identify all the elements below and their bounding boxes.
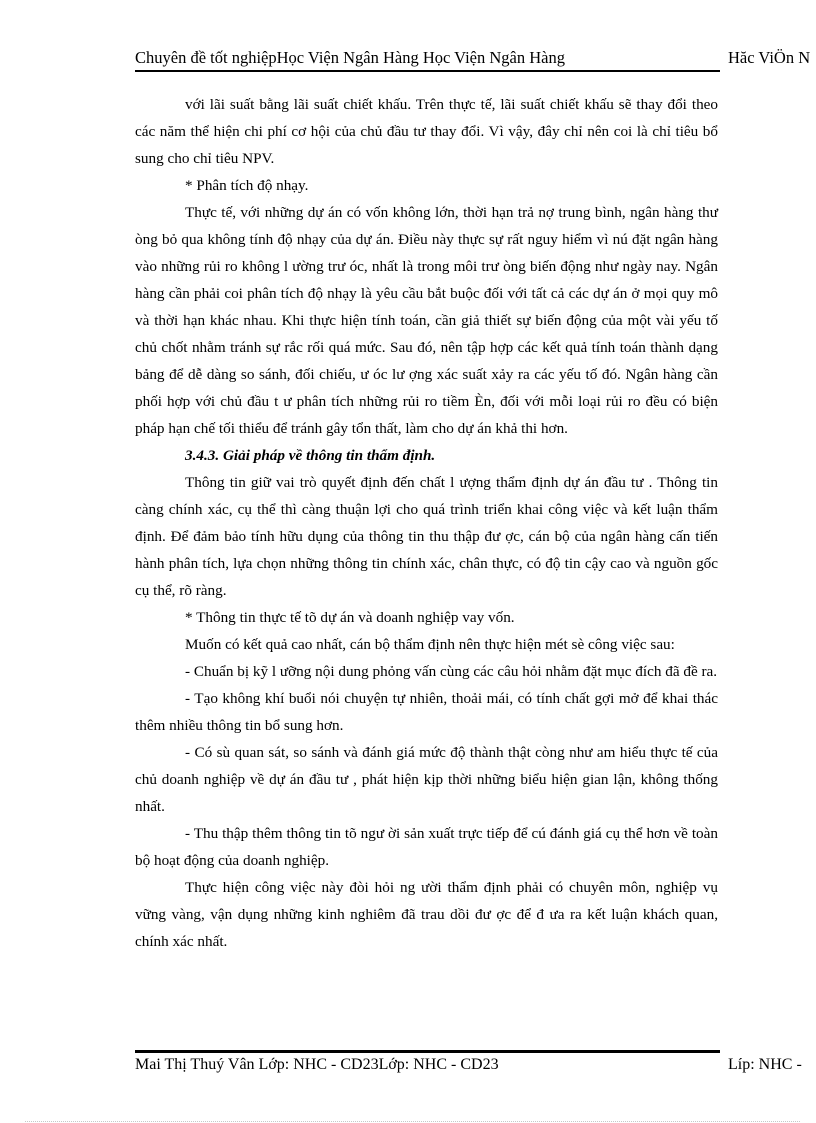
document-body: [135, 91, 718, 955]
paragraph: Thực tế, với những dự án có vốn không lớn, thời hạn trả nợ trung bình, ngân hàng thư òng bỏ qua không tính độ nhạy của dự án. Điều này thực sự rất nguy hiểm vì nú đặt ngân hàng vào những rủi ro không l ường trư óc, nhất là trong môi trư òng biến động như ngày nay. Ngân hàng cần phải coi phân tích độ nhạy là yêu cầu bắt buộc đối với tất cả các dự án ở mọi quy mô và thời hạn khác nhau. Khi thực hiện tính toán, cần giả thiết sự biến động của một vài yếu tố chủ chốt nhằm tránh sự rắc rối quá mức. Sau đó, nên tập hợp các kết quả tính toán thành dạng bảng để dễ dàng so sánh, đối chiếu, ư óc lư ợng xác suất xảy ra các yếu tố đó. Ngân hàng cần phối hợp với chủ đầu t ư phân tích những rủi ro tiềm Èn, đối với mỗi loại rủi ro đều có biện pháp hạn chế tối thiểu để tránh gây tổn thất, làm cho dự án khả thi hơn.: [135, 204, 718, 437]
page-header: [135, 48, 816, 72]
paragraph: với lãi suất bằng lãi suất chiết khấu. Trên thực tế, lãi suất chiết khấu sẽ thay đổi theo các năm thể hiện chi phí cơ hội của chủ đầu tư thay đổi. Vì vậy, đây chỉ nên coi là chỉ tiêu bổ sung cho chỉ tiêu NPV.: [135, 96, 718, 167]
header-rule: [135, 70, 720, 72]
subheading-sensitivity: * Phân tích độ nhạy.: [185, 177, 309, 194]
footer-author: Mai Thị Thuý Vân Lớp: NHC - CD23Lớp: NHC - CD23: [135, 1056, 499, 1073]
paragraph: Muốn có kết quả cao nhất, cán bộ thẩm định nên thực hiện mét sè công việc sau:: [185, 636, 675, 653]
paragraph: Thông tin giữ vai trò quyết định đến chất l ượng thẩm định dự án đầu tư . Thông tin càng chính xác, cụ thể thì càng thuận lợi cho quá trình triển khai công việc và kết luận thẩm định. Để đảm bảo tính hữu dụng của thông tin thu thập đư ợc, cán bộ của ngân hàng cấn tiến hành phân tích, lựa chọn những thông tin chính xác, chân thực, có độ tin cậy cao và nguồn gốc cụ thể, rõ ràng.: [135, 474, 718, 599]
footer-right-text: Líp: NHC -: [728, 1056, 802, 1073]
list-item: - Có sù quan sát, so sánh và đánh giá mức độ thành thật còng như am hiểu thực tế của chủ doanh nghiệp về dự án đầu tư , phát hiện kịp thời những biểu hiện gian lận, không thống nhất.: [135, 744, 718, 815]
subheading-info: * Thông tin thực tế tõ dự án và doanh nghiệp vay vốn.: [185, 609, 515, 626]
page-footer: [135, 1050, 816, 1076]
page-boundary: [25, 1121, 800, 1122]
footer-rule: [135, 1050, 720, 1053]
list-item: - Thu thập thêm thông tin tõ ngư ời sản xuất trực tiếp để cú đánh giá cụ thể hơn về toàn bộ hoạt động của doanh nghiệp.: [135, 825, 718, 869]
paragraph: Thực hiện công việc này đòi hỏi ng ười thẩm định phải có chuyên môn, nghiệp vụ vững vàng, vận dụng những kinh nghiêm đã trau dồi đư ợc để đ ưa ra kết luận khách quan, chính xác nhất.: [135, 879, 718, 950]
header-right-text: Hăc ViÖn N: [728, 48, 811, 67]
header-title: Chuyên đề tốt nghiệpHọc Viện Ngân Hàng Học Viện Ngân Hàng: [135, 48, 565, 67]
section-heading: 3.4.3. Giải pháp về thông tin thẩm định.: [185, 447, 436, 464]
list-item: - Tạo không khí buổi nói chuyện tự nhiên, thoải mái, có tính chất gợi mở để khai thác thêm nhiều thông tin bổ sung hơn.: [135, 690, 718, 734]
list-item: - Chuẩn bị kỹ l ưỡng nội dung phỏng vấn cùng các câu hỏi nhằm đặt mục đích đã đề ra.: [185, 663, 718, 680]
